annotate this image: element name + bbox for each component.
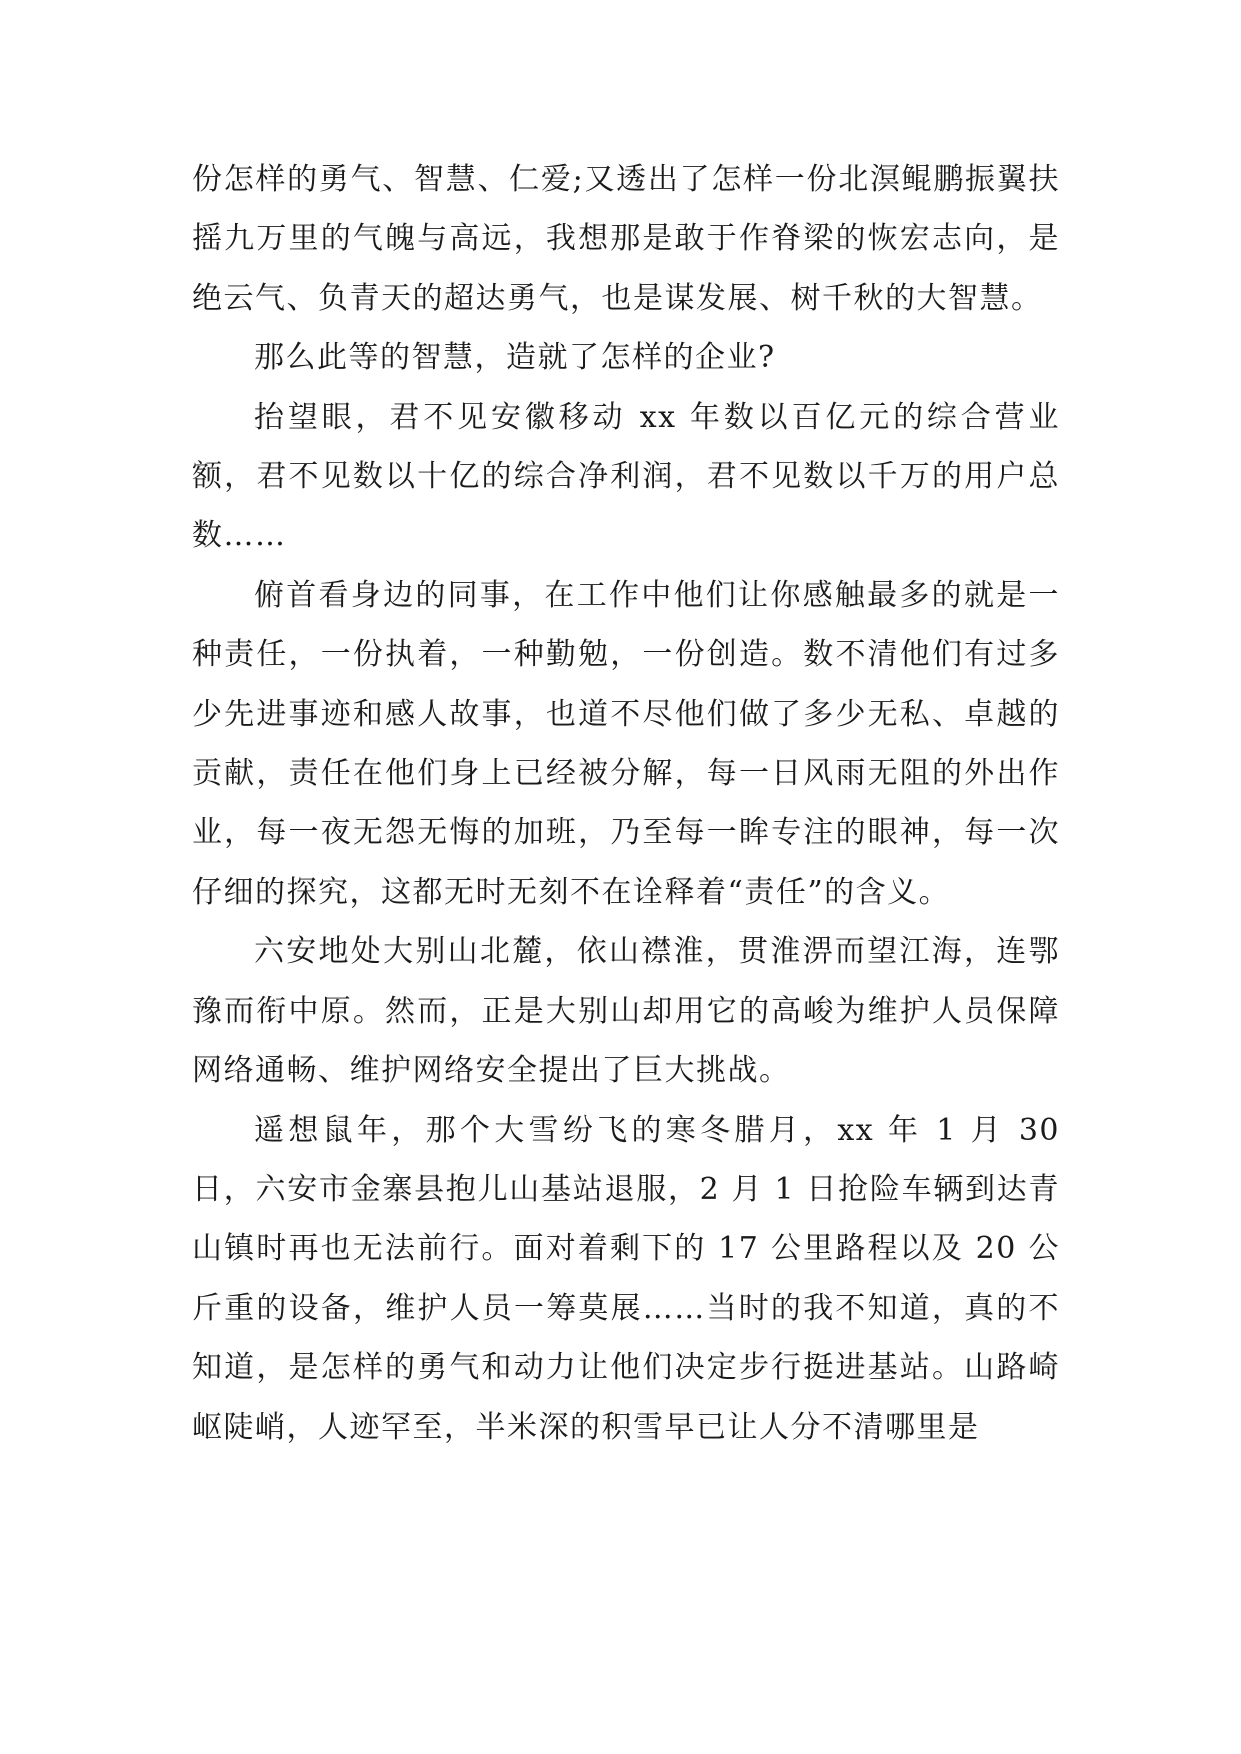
- document-body: [192, 150, 1060, 1457]
- paragraph-6: 遥想鼠年，那个大雪纷飞的寒冬腊月，xx 年 1 月 30 日，六安市金寨县抱儿山基站退服，2 月 1 日抢险车辆到达青山镇时再也无法前行。面对着剩下的 17 公里路程以及 20 公斤重的设备，维护人员一筹莫展……当时的我不知道，真的不知道，是怎样的勇气和动力让他们决定步行挺进基站。山路崎岖陡峭，人迹罕至，半米深的积雪早已让人分不清哪里是: [192, 1112, 1060, 1445]
- paragraph-5: 六安地处大别山北麓，依山襟淮，贯淮淠而望江海，连鄂豫而衔中原。然而，正是大别山却用它的高峻为维护人员保障网络通畅、维护网络安全提出了巨大挑战。: [192, 934, 1060, 1089]
- paragraph-2: 那么此等的智慧，造就了怎样的企业?: [254, 340, 776, 376]
- paragraph-3: 抬望眼，君不见安徽移动 xx 年数以百亿元的综合营业额，君不见数以十亿的综合净利润，君不见数以千万的用户总数……: [192, 399, 1060, 554]
- paragraph-1: 份怎样的勇气、智慧、仁爱;又透出了怎样一份北溟鲲鹏振翼扶摇九万里的气魄与高远，我想那是敢于作脊梁的恢宏志向，是绝云气、负青天的超达勇气，也是谋发展、树千秋的大智慧。: [192, 162, 1060, 316]
- paragraph-4: 俯首看身边的同事，在工作中他们让你感触最多的就是一种责任，一份执着，一种勤勉，一份创造。数不清他们有过多少先进事迹和感人故事，也道不尽他们做了多少无私、卓越的贡献，责任在他们身上已经被分解，每一日风雨无阻的外出作业，每一夜无怨无悔的加班，乃至每一眸专注的眼神，每一次仔细的探究，这都无时无刻不在诠释着“责任”的含义。: [192, 577, 1060, 910]
